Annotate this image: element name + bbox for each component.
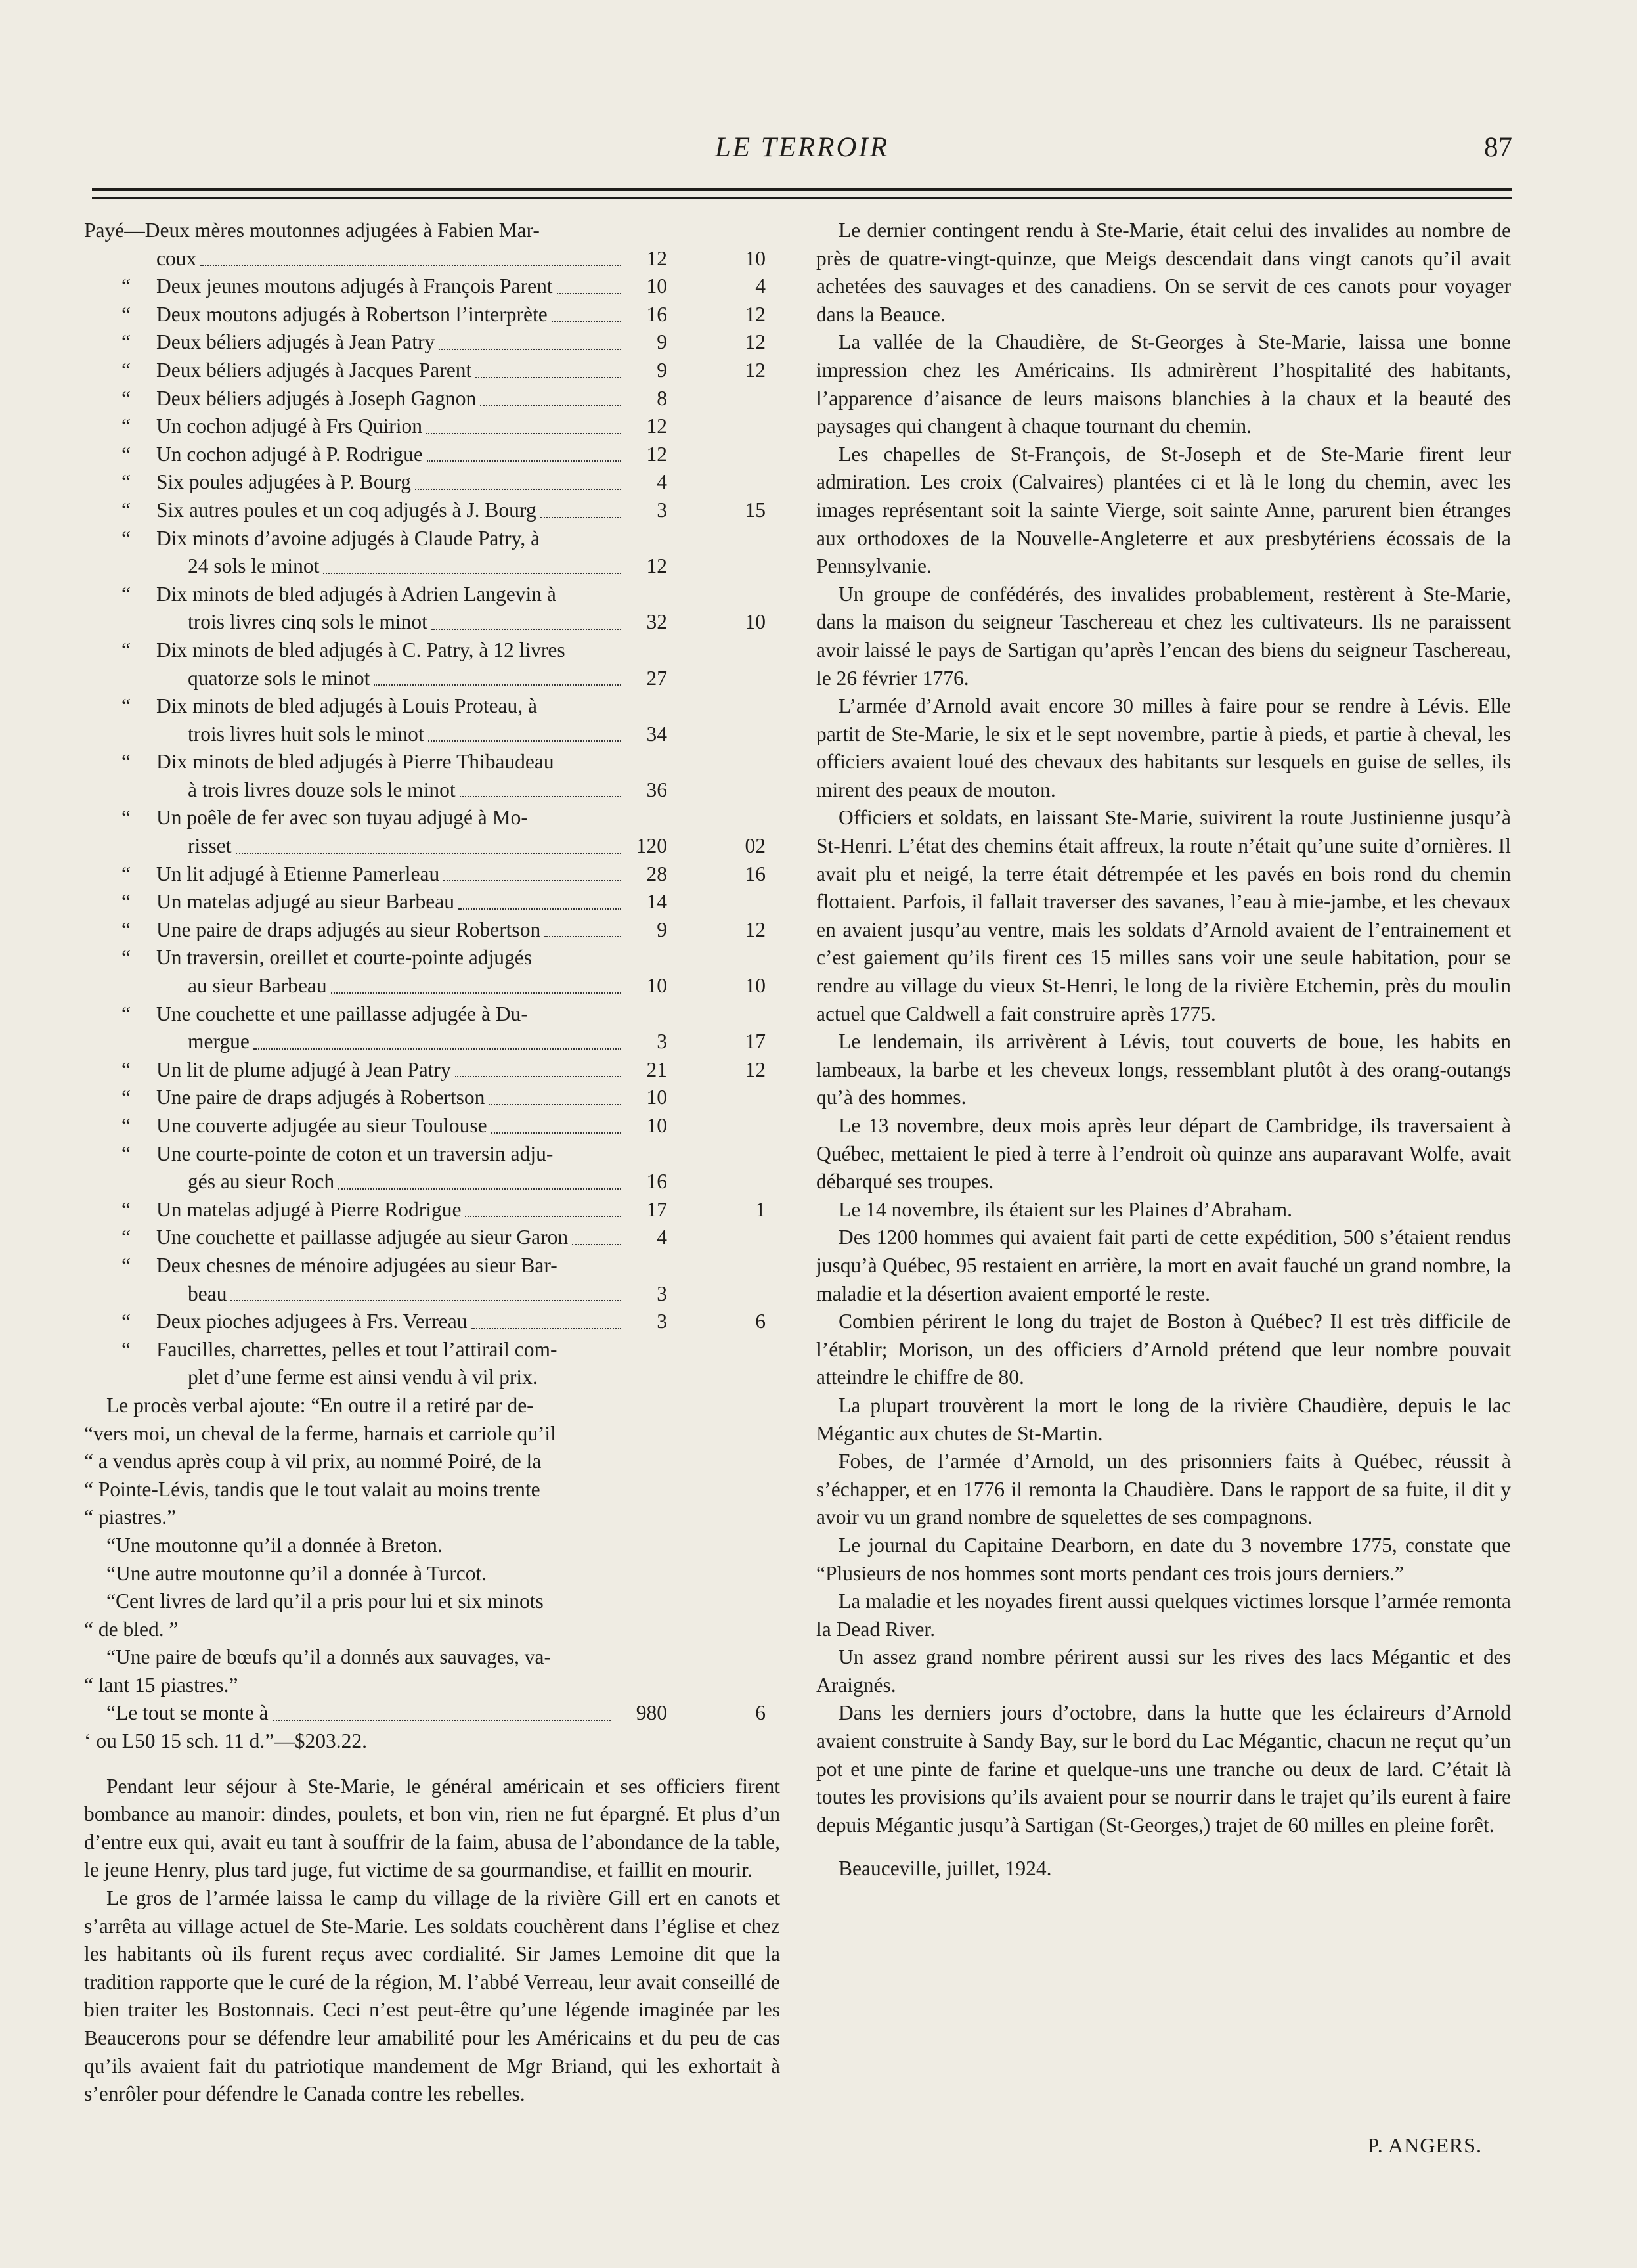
leader-dots: [200, 265, 621, 266]
ledger-sols: 02: [745, 834, 766, 858]
ledger-row: [84, 357, 780, 385]
body-paragraph: L’armée d’Arnold avait encore 30 milles à faire pour se rendre à Lévis. Elle partit de Ste-Marie, le six et le sept novembre, partie à pieds, et partie à cheval, les officiers avaient loué des chevaux des habitants sur lesquels en guise de selles, ils mirent des peaux de mouton.: [816, 694, 1511, 801]
total-sols: 6: [755, 1701, 766, 1725]
ledger-sols: 10: [745, 610, 766, 634]
ditto-mark: “: [121, 862, 131, 885]
verbal-line: “ lant 15 piastres.”: [84, 1673, 238, 1697]
ledger-livres: 3: [657, 1030, 667, 1054]
leader-dots: [427, 460, 621, 462]
ledger-sols: 10: [745, 974, 766, 998]
ledger-livres: 34: [646, 722, 667, 745]
ledger-item: Un cochon adjugé à Frs Quirion: [156, 414, 423, 438]
leader-dots: [331, 992, 621, 994]
verbal-line: “ a vendus après coup à vil prix, au nommé Poiré, de la: [84, 1450, 542, 1473]
body-paragraph: Le 13 novembre, deux mois après leur départ de Cambridge, ils traversaient à Québec, mettaient le pied à terre à l’endroit où quinze ans auparavant Wolfe, avait débarqué ses troupes.: [816, 1114, 1511, 1193]
verbal-line: “ piastres.”: [84, 1505, 176, 1529]
ledger-livres: 28: [646, 862, 667, 885]
ledger-row: [84, 608, 780, 636]
ditto-mark: “: [121, 1057, 131, 1081]
ledger-item: Deux béliers adjugés à Jacques Parent: [156, 358, 472, 382]
ledger-sols: 16: [745, 862, 766, 885]
ditto-mark: “: [121, 358, 131, 382]
ditto-mark: “: [121, 806, 131, 830]
ledger-item: Six poules adjugées à P. Bourg: [156, 470, 411, 494]
leader-dots: [431, 629, 621, 630]
ditto-mark: “: [121, 1086, 131, 1109]
ditto-mark: “: [121, 470, 131, 494]
ledger-item: quatorze sols le minot: [188, 666, 370, 690]
leader-dots: [338, 1188, 621, 1190]
ledger-livres: 14: [646, 890, 667, 914]
body-paragraph: Le 14 novembre, ils étaient sur les Plaines d’Abraham.: [839, 1197, 1293, 1221]
total-label: “Le tout se monte à: [106, 1701, 269, 1725]
body-paragraph: Officiers et soldats, en laissant Ste-Marie, suivirent la route Justinienne jusqu’à St-Henri. L’état des chemins était affreux, la route n’était qu’une suite d’ornières. Il avait plu et neigé, la terre était détrempée et les pavés en bois rond du chemin flottaient. Parfois, il fallait traverser des savanes, l’eau à mie-jambe, et les chevaux en avaient jusqu’au ventre, mais les soldats d’Arnold avaient de l’entrainement et c’est gaiement qu’ils firent ces 15 milles sans voir une seule habitation, pour se rendre au village du vieux St-Henri, le long de la rivière Etchemin, près du moulin actuel que Caldwell a fait construire après 1775.: [816, 806, 1511, 1025]
leader-dots: [236, 853, 622, 854]
ledger-row: [84, 888, 780, 916]
ledger-item: plet d’une ferme est ainsi vendu à vil prix.: [188, 1366, 538, 1389]
right-column: [816, 217, 1511, 1883]
ledger-livres: 21: [646, 1057, 667, 1081]
ledger-item: Deux jeunes moutons adjugés à François Parent: [156, 275, 553, 298]
ledger-row: [84, 1224, 780, 1252]
ledger-row: [84, 972, 780, 1000]
ditto-mark: “: [121, 414, 131, 438]
verbal-line: “Une moutonne qu’il a donnée à Breton.: [106, 1533, 443, 1557]
ledger-item: risset: [188, 834, 232, 858]
body-paragraph: La vallée de la Chaudière, de St-Georges à Ste-Marie, laissa une bonne impression chez les Américains. Ils admirèrent l’hospitalité des habitants, l’apparence d’aisance de leurs maisons blanchies à la chaux et la beauté des paysages qui changent à chaque tournant du chemin.: [816, 330, 1511, 438]
ledger-item: trois livres huit sols le minot: [188, 722, 424, 745]
ledger-livres: 12: [646, 246, 667, 270]
total-row: [84, 1699, 780, 1727]
ledger-item: Dix minots d’avoine adjugés à Claude Patry, à: [156, 526, 540, 550]
ledger-row: [84, 804, 780, 832]
ledger-item: Dix minots de bled adjugés à Louis Proteau, à: [156, 694, 538, 718]
ledger-livres: 12: [646, 414, 667, 438]
ditto-mark: “: [121, 275, 131, 298]
ledger-item: Une courte-pointe de coton et un traversin adju-: [156, 1142, 554, 1165]
ledger-row: [84, 776, 780, 805]
ditto-mark: “: [121, 694, 131, 718]
body-paragraph: Un assez grand nombre périrent aussi sur les rives des lacs Mégantic et des Araignés.: [816, 1645, 1511, 1697]
leader-dots: [273, 1720, 611, 1721]
ledger-item: à trois livres douze sols le minot: [188, 778, 456, 801]
ledger-livres: 36: [646, 778, 667, 801]
body-paragraph: Fobes, de l’armée d’Arnold, un des prisonniers faits à Québec, réussit à s’échapper, et en 1776 il remonta la Chaudière. Dans le rapport de sa fuite, il dit y avoir vu un grand nombre de squelettes de ses compagnons.: [816, 1450, 1511, 1529]
ditto-mark: “: [121, 918, 131, 941]
ditto-mark: “: [121, 498, 131, 522]
ledger-row: [84, 328, 780, 357]
ledger-item: beau: [188, 1281, 227, 1305]
ledger-item: Deux béliers adjugés à Joseph Gagnon: [156, 386, 477, 410]
verbal-line: “Une autre moutonne qu’il a donnée à Turcot.: [106, 1561, 487, 1585]
ditto-mark: “: [121, 302, 131, 326]
ledger-row: [84, 552, 780, 581]
ledger-item: Dix minots de bled adjugés à Pierre Thibaudeau: [156, 750, 554, 774]
ledger-row: [84, 860, 780, 889]
leader-dots: [540, 517, 621, 518]
leader-dots: [572, 1244, 621, 1245]
ditto-mark: “: [121, 1142, 131, 1165]
leader-dots: [415, 489, 621, 490]
ledger-livres: 120: [636, 834, 667, 858]
ledger-item: Deux pioches adjugees à Frs. Verreau: [156, 1310, 468, 1333]
body-paragraph: Le gros de l’armée laissa le camp du village de la rivière Gill ert en canots et s’arrêta au village actuel de Ste-Marie. Les soldats couchèrent dans l’église et chez les habitants où ils furent reçus avec cordialité. Sir James Lemoine dit que la tradition rapporte que le curé de la région, M. l’abbé Verreau, leur avait conseillé de bien traiter les Bostonnais. Ceci n’est peut-être qu’une légende imaginée par les Beaucerons pour se défendre leur amabilité pour les Américains et du peu de cas qu’ils avaient fait du patriotique mandement de Mgr Briand, qui les exhortait à s’enrôler pour défendre le Canada contre les rebelles.: [84, 1886, 780, 2106]
ledger-item: Un matelas adjugé à Pierre Rodrigue: [156, 1197, 462, 1221]
ledger-row: [84, 1000, 780, 1029]
ditto-mark: “: [121, 582, 131, 606]
leader-dots: [230, 1300, 621, 1301]
body-paragraph: Un groupe de confédérés, des invalides probablement, restèrent à Ste-Marie, dans la maison du seigneur Taschereau et chez les cultivateurs. Ils ne paraissent avoir laissé le pays de Sartigan qu’après l’encan des biens du seigneur Taschereau, le 26 février 1776.: [816, 582, 1511, 690]
left-paragraphs: [84, 1773, 780, 2108]
ditto-mark: “: [121, 442, 131, 466]
ledger-item: au sieur Barbeau: [188, 974, 327, 998]
ditto-mark: “: [121, 946, 131, 969]
leader-dots: [471, 1328, 621, 1329]
signature-name: P. ANGERS.: [1367, 2133, 1482, 2157]
ledger-livres: 9: [657, 918, 667, 941]
ledger-livres: 12: [646, 442, 667, 466]
ledger-row: [84, 1112, 780, 1140]
ledger-livres: 12: [646, 554, 667, 578]
ledger-item: Dix minots de bled adjugés à Adrien Langevin à: [156, 582, 556, 606]
ledger-item: Un matelas adjugé au sieur Barbeau: [156, 890, 454, 914]
running-title: LE TERROIR: [714, 132, 890, 163]
header-rule: [92, 188, 1512, 191]
ledger-row: [84, 441, 780, 469]
page-header: [92, 131, 1512, 171]
ledger-row: [84, 273, 780, 301]
leader-dots: [458, 908, 621, 910]
ledger-row: [84, 1364, 780, 1392]
verbal-line: “vers moi, un cheval de la ferme, harnais et carriole qu’il: [84, 1421, 556, 1445]
ditto-mark: “: [121, 638, 131, 661]
ledger-row: [84, 636, 780, 665]
dateline: Beauceville, juillet, 1924.: [839, 1857, 1052, 1880]
ledger-row: [84, 692, 780, 721]
ledger-row: [84, 1140, 780, 1168]
ledger-item: Un lit de plume adjugé à Jean Patry: [156, 1057, 451, 1081]
ledger-sols: 17: [745, 1030, 766, 1054]
right-paragraphs: [816, 217, 1511, 1839]
ditto-mark: “: [121, 386, 131, 410]
ledger-sols: 12: [745, 358, 766, 382]
ledger-row: [84, 497, 780, 525]
body-paragraph: Le lendemain, ils arrivèrent à Lévis, tout couverts de boue, les habits en lambeaux, la barbe et les cheveux longs, ressemblant plutôt à des orang-outangs qu’à des hommes.: [816, 1030, 1511, 1109]
body-paragraph: La maladie et les noyades firent aussi quelques victimes lorsque l’armée remonta la Dead River.: [816, 1590, 1511, 1641]
ledger-item: gés au sieur Roch: [188, 1170, 335, 1193]
ledger-livres: 27: [646, 666, 667, 690]
ledger-livres: 10: [646, 974, 667, 998]
ledger-item: mergue: [188, 1030, 250, 1054]
ledger-item: Six autres poules et un coq adjugés à J. Bourg: [156, 498, 536, 522]
ledger-item: Deux béliers adjugés à Jean Patry: [156, 330, 435, 354]
total-livres: 980: [636, 1701, 667, 1725]
ledger-item: Payé—Deux mères moutonnes adjugées à Fabien Mar-: [84, 219, 540, 242]
ledger-sols: 6: [755, 1310, 766, 1333]
leader-dots: [544, 936, 621, 937]
ledger-row: [84, 581, 780, 609]
ledger-sols: 12: [745, 1057, 766, 1081]
verbal-line: Le procès verbal ajoute: “En outre il a retiré par de-: [106, 1393, 534, 1417]
ledger-item: Faucilles, charrettes, pelles et tout l’attirail com-: [156, 1337, 557, 1361]
ledger-item: trois livres cinq sols le minot: [188, 610, 427, 634]
ledger-item: Une paire de draps adjugés à Robertson: [156, 1086, 485, 1109]
header-rule-thin: [92, 197, 1512, 199]
ledger-livres: 3: [657, 498, 667, 522]
ledger-item: Une paire de draps adjugés au sieur Robertson: [156, 918, 541, 941]
leader-dots: [428, 740, 621, 742]
ditto-mark: “: [121, 1253, 131, 1277]
ledger-row: [84, 217, 780, 245]
ledger-item: Un poêle de fer avec son tuyau adjugé à Mo-: [156, 806, 528, 830]
ledger-row: [84, 385, 780, 413]
ledger-sols: 10: [745, 246, 766, 270]
leader-dots: [455, 1076, 621, 1077]
ledger-livres: 10: [646, 1114, 667, 1137]
ledger-row: [84, 412, 780, 441]
ledger-livres: 10: [646, 275, 667, 298]
ditto-mark: “: [121, 1114, 131, 1137]
ledger-livres: 4: [657, 470, 667, 494]
ledger-row: [84, 301, 780, 329]
ledger-livres: 10: [646, 1086, 667, 1109]
ledger-livres: 8: [657, 386, 667, 410]
ditto-mark: “: [121, 1226, 131, 1249]
body-paragraph: Des 1200 hommes qui avaient fait parti de cette expédition, 500 s’étaient rendus jusqu’à Québec, 95 restaient en arrière, la mort en avait fauché un grand nombre, la maladie et la désertion avaient emporté le reste.: [816, 1226, 1511, 1305]
leader-dots: [480, 405, 621, 406]
ledger-livres: 17: [646, 1197, 667, 1221]
ledger-sols: 15: [745, 498, 766, 522]
ledger-row: [84, 245, 780, 273]
sale-ledger: [84, 217, 780, 1392]
leader-dots: [374, 684, 621, 686]
ledger-item: Un cochon adjugé à P. Rodrigue: [156, 442, 423, 466]
proces-verbal: [84, 1392, 780, 1756]
ledger-item: Deux moutons adjugés à Robertson l’interprète: [156, 302, 548, 326]
ledger-livres: 3: [657, 1281, 667, 1305]
ledger-item: Une couverte adjugée au sieur Toulouse: [156, 1114, 487, 1137]
leader-dots: [253, 1048, 621, 1050]
body-paragraph: Le dernier contingent rendu à Ste-Marie, était celui des invalides au nombre de près de quatre-vingt-quinze, que Meigs descendait dans vingt canots qu’il avait achetées des sauvages et des canadiens. On se servit de ces canots pour voyager dans la Beauce.: [816, 219, 1511, 326]
page-number: 87: [1484, 132, 1512, 163]
verbal-line: “ Pointe-Lévis, tandis que le tout valait au moins trente: [84, 1477, 540, 1501]
ledger-row: [84, 1196, 780, 1224]
ditto-mark: “: [121, 1337, 131, 1361]
ledger-sols: 12: [745, 302, 766, 326]
ledger-row: [84, 1252, 780, 1280]
ledger-row: [84, 525, 780, 553]
ledger-row: [84, 916, 780, 945]
ledger-sols: 4: [755, 275, 766, 298]
leader-dots: [489, 1104, 621, 1105]
ledger-row: [84, 1336, 780, 1364]
ledger-row: [84, 1308, 780, 1336]
ledger-livres: 9: [657, 330, 667, 354]
leader-dots: [460, 796, 621, 797]
body-paragraph: Pendant leur séjour à Ste-Marie, le général américain et ses officiers firent bombance au manoir: dindes, poulets, et bon vin, rien ne fut épargné. Et plus d’un d’entre eux qui, avait eu tant à souffrir de la faim, abusa de l’abondance de la table, le jeune Henry, plus tard juge, fut victime de sa gourmandise, et faillit en mourir.: [84, 1774, 780, 1882]
leader-dots: [323, 573, 621, 574]
leader-dots: [426, 433, 621, 434]
body-paragraph: Les chapelles de St-François, de St-Joseph et de Ste-Marie firent leur admiration. Les croix (Calvaires) plantées ci et là le long du chemin, avec les images représentant soit la sainte Vierge, soit sainte Anne, parurent bien étranges aux orthodoxes de la Nouvelle-Angleterre et aux presbytériens écossais de la Pennsylvanie.: [816, 442, 1511, 578]
ditto-mark: “: [121, 1002, 131, 1025]
ledger-row: [84, 832, 780, 860]
ledger-row: [84, 748, 780, 776]
ledger-livres: 4: [657, 1226, 667, 1249]
ledger-row: [84, 1028, 780, 1056]
ledger-item: 24 sols le minot: [188, 554, 320, 578]
ledger-row: [84, 665, 780, 693]
ledger-row: [84, 1168, 780, 1196]
ledger-livres: 16: [646, 302, 667, 326]
verbal-line: “ de bled. ”: [84, 1617, 179, 1641]
ditto-mark: “: [121, 1310, 131, 1333]
ledger-row: [84, 1056, 780, 1084]
ledger-row: [84, 944, 780, 972]
ledger-item: Une couchette et une paillasse adjugée à Du-: [156, 1002, 528, 1025]
ledger-sols: 12: [745, 330, 766, 354]
ledger-item: Un traversin, oreillet et courte-pointe adjugés: [156, 946, 533, 969]
ledger-sols: 12: [745, 918, 766, 941]
ledger-livres: 16: [646, 1170, 667, 1193]
ditto-mark: “: [121, 750, 131, 774]
body-paragraph: Combien périrent le long du trajet de Boston à Québec? Il est très difficile de l’établir; Morison, un des officiers d’Arnold prétend que leur nombre pouvait atteindre le chiffre de 80.: [816, 1310, 1511, 1389]
ledger-livres: 9: [657, 358, 667, 382]
ledger-item: Deux chesnes de ménoire adjugées au sieur Bar-: [156, 1253, 557, 1277]
leader-dots: [491, 1132, 621, 1134]
verbal-line: “Une paire de bœufs qu’il a donnés aux sauvages, va-: [106, 1645, 552, 1669]
body-paragraph: Le journal du Capitaine Dearborn, en date du 3 novembre 1775, constate que “Plusieurs de nos hommes sont morts pendant ces trois jours derniers.”: [816, 1533, 1511, 1585]
ledger-item: Dix minots de bled adjugés à C. Patry, à 12 livres: [156, 638, 565, 661]
ledger-livres: 32: [646, 610, 667, 634]
ledger-livres: 3: [657, 1310, 667, 1333]
body-paragraph: La plupart trouvèrent la mort le long de la rivière Chaudière, depuis le lac Mégantic aux chutes de St-Martin.: [816, 1393, 1511, 1445]
ledger-sols: 1: [755, 1197, 766, 1221]
ditto-mark: “: [121, 1197, 131, 1221]
verbal-line: “Cent livres de lard qu’il a pris pour lui et six minots: [106, 1590, 544, 1613]
leader-dots: [465, 1216, 621, 1217]
ledger-item: Une couchette et paillasse adjugée au sieur Garon: [156, 1226, 569, 1249]
leader-dots: [439, 349, 621, 350]
ditto-mark: “: [121, 890, 131, 914]
ledger-row: [84, 468, 780, 497]
ditto-mark: “: [121, 330, 131, 354]
leader-dots: [557, 293, 621, 294]
ledger-row: [84, 721, 780, 749]
total-equivalent: ‘ ou L50 15 sch. 11 d.”—$203.22.: [84, 1729, 368, 1753]
ledger-row: [84, 1280, 780, 1308]
ledger-row: [84, 1084, 780, 1112]
leader-dots: [443, 880, 621, 881]
left-column: [84, 217, 780, 2108]
ledger-item: Un lit adjugé à Etienne Pamerleau: [156, 862, 440, 885]
body-paragraph: Dans les derniers jours d’octobre, dans la hutte que les éclaireurs d’Arnold avaient construite à Sandy Bay, sur le bord du Lac Mégantic, chacun ne reçut qu’un pot et une pinte de farine et quelque-uns une tranche ou deux de lard. C’était là toutes les provisions qu’ils avaient pour se nourrir dans le trajet qu’ils eurent à faire depuis Mégantic jusqu’à Sartigan (St-Georges,) trajet de 60 milles en pleine forêt.: [816, 1701, 1511, 1836]
leader-dots: [475, 377, 621, 378]
ditto-mark: “: [121, 526, 131, 550]
ledger-item: coux: [156, 246, 197, 270]
leader-dots: [552, 321, 621, 322]
